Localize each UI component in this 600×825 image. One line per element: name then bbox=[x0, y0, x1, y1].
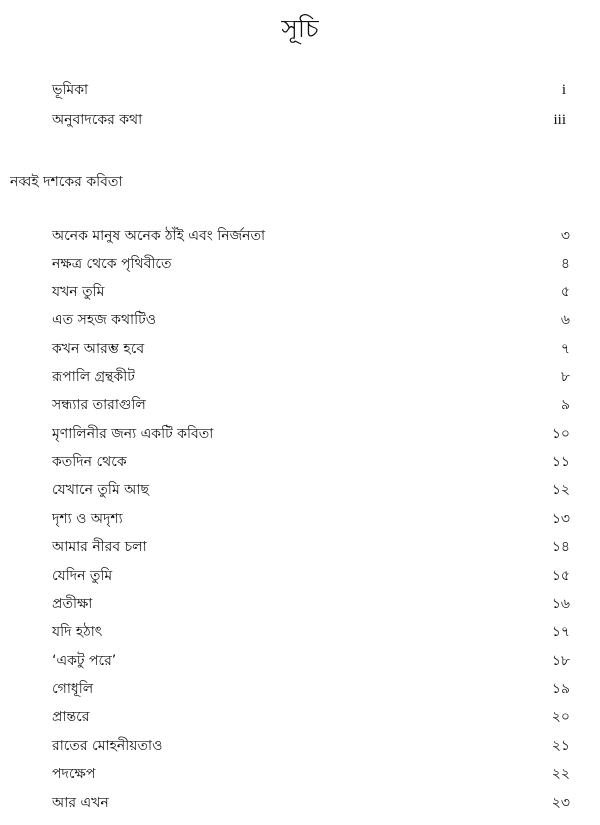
toc-entry bbox=[52, 592, 570, 616]
toc-entry bbox=[52, 478, 570, 502]
toc-entry-label: ভূমিকা bbox=[52, 82, 89, 98]
toc-entry-translator-note bbox=[52, 108, 566, 132]
toc-entry bbox=[52, 734, 570, 758]
toc-entry bbox=[52, 365, 570, 389]
toc-entry bbox=[52, 564, 570, 588]
toc-entry-page: ১৫ bbox=[551, 568, 570, 584]
toc-entry-page: ২৩ bbox=[551, 795, 570, 811]
toc-entry-page: ৭ bbox=[560, 341, 570, 357]
toc-entry-label: যেদিন তুমি bbox=[52, 568, 113, 584]
toc-entry-preface bbox=[52, 78, 566, 102]
toc-entry-page: ১৪ bbox=[551, 539, 570, 555]
toc-entry bbox=[52, 677, 570, 701]
toc-entry-label: পদক্ষেপ bbox=[52, 766, 96, 782]
toc-entry bbox=[52, 535, 570, 559]
toc-entry-page: ৮ bbox=[560, 369, 570, 385]
toc-entry-label: নক্ষত্র থেকে পৃথিবীতে bbox=[52, 256, 172, 272]
toc-entry bbox=[52, 762, 570, 786]
toc-entry-label: কখন আরম্ভ হবে bbox=[52, 341, 145, 357]
toc-entry-label: এত সহজ কথাটিও bbox=[52, 312, 157, 328]
toc-entry bbox=[52, 280, 570, 304]
toc-entry-label: যেখানে তুমি আছ bbox=[52, 482, 149, 498]
toc-entry-page: ৪ bbox=[560, 256, 570, 272]
toc-entry-label: যদি হঠাৎ bbox=[52, 624, 103, 640]
toc-entry-label: অনেক মানুষ অনেক ঠাঁই এবং নির্জনতা bbox=[52, 228, 266, 244]
toc-entry bbox=[52, 507, 570, 531]
toc-entry-page: ১৮ bbox=[551, 653, 570, 669]
toc-entry-label: দৃশ্য ও অদৃশ্য bbox=[52, 511, 123, 527]
toc-entry-label: প্রান্তরে bbox=[52, 709, 90, 725]
toc-entry-page: ৩ bbox=[560, 228, 570, 244]
toc-entry-page: ১২ bbox=[551, 482, 570, 498]
toc-entry-label: সন্ধ্যার তারাগুলি bbox=[52, 397, 146, 413]
toc-entry-page: ১০ bbox=[551, 426, 570, 442]
toc-entry-page: iii bbox=[553, 112, 566, 128]
toc-entry bbox=[52, 308, 570, 332]
toc-entry bbox=[52, 649, 570, 673]
toc-entry-page: ২২ bbox=[551, 766, 570, 782]
toc-entry-page: ৯ bbox=[560, 397, 570, 413]
toc-entry bbox=[52, 450, 570, 474]
toc-entry-label: অনুবাদকের কথা bbox=[52, 112, 143, 128]
toc-entry bbox=[52, 393, 570, 417]
toc-entry-label: রূপালি গ্রন্থকীট bbox=[52, 369, 135, 385]
toc-entry-label: রাতের মোহনীয়তাও bbox=[52, 738, 163, 754]
toc-entry-label: যখন তুমি bbox=[52, 284, 105, 300]
toc-entry-page: ২০ bbox=[551, 709, 570, 725]
toc-entry-label: আমার নীরব চলা bbox=[52, 539, 147, 555]
toc-entry-label: গোধূলি bbox=[52, 681, 94, 697]
toc-entry-page: ৫ bbox=[560, 284, 570, 300]
toc-entry-page: ১৩ bbox=[551, 511, 570, 527]
toc-entry bbox=[52, 791, 570, 815]
toc-entry-page: ১৬ bbox=[551, 596, 570, 612]
section-heading: নব্বই দশকের কবিতা bbox=[10, 174, 123, 190]
toc-entry-page: i bbox=[561, 82, 566, 98]
toc-entry-page: ১৭ bbox=[551, 624, 570, 640]
toc-entry bbox=[52, 337, 570, 361]
toc-entry-label: ‘একটু পরে’ bbox=[52, 653, 117, 669]
page-title: সূচি bbox=[281, 14, 319, 43]
toc-entry bbox=[52, 224, 570, 248]
toc-entry bbox=[52, 620, 570, 644]
toc-entry-page: ১১ bbox=[551, 454, 570, 470]
toc-entry-label: কতদিন থেকে bbox=[52, 454, 127, 470]
toc-entry-label: প্রতীক্ষা bbox=[52, 596, 93, 612]
toc-entry-label: আর এখন bbox=[52, 795, 109, 811]
toc-entry bbox=[52, 252, 570, 276]
toc-entry-page: ১৯ bbox=[551, 681, 570, 697]
toc-entry bbox=[52, 705, 570, 729]
toc-entry bbox=[52, 422, 570, 446]
toc-entry-label: মৃণালিনীর জন্য একটি কবিতা bbox=[52, 426, 214, 442]
toc-entry-page: ২১ bbox=[551, 738, 570, 754]
toc-entry-page: ৬ bbox=[560, 312, 570, 328]
